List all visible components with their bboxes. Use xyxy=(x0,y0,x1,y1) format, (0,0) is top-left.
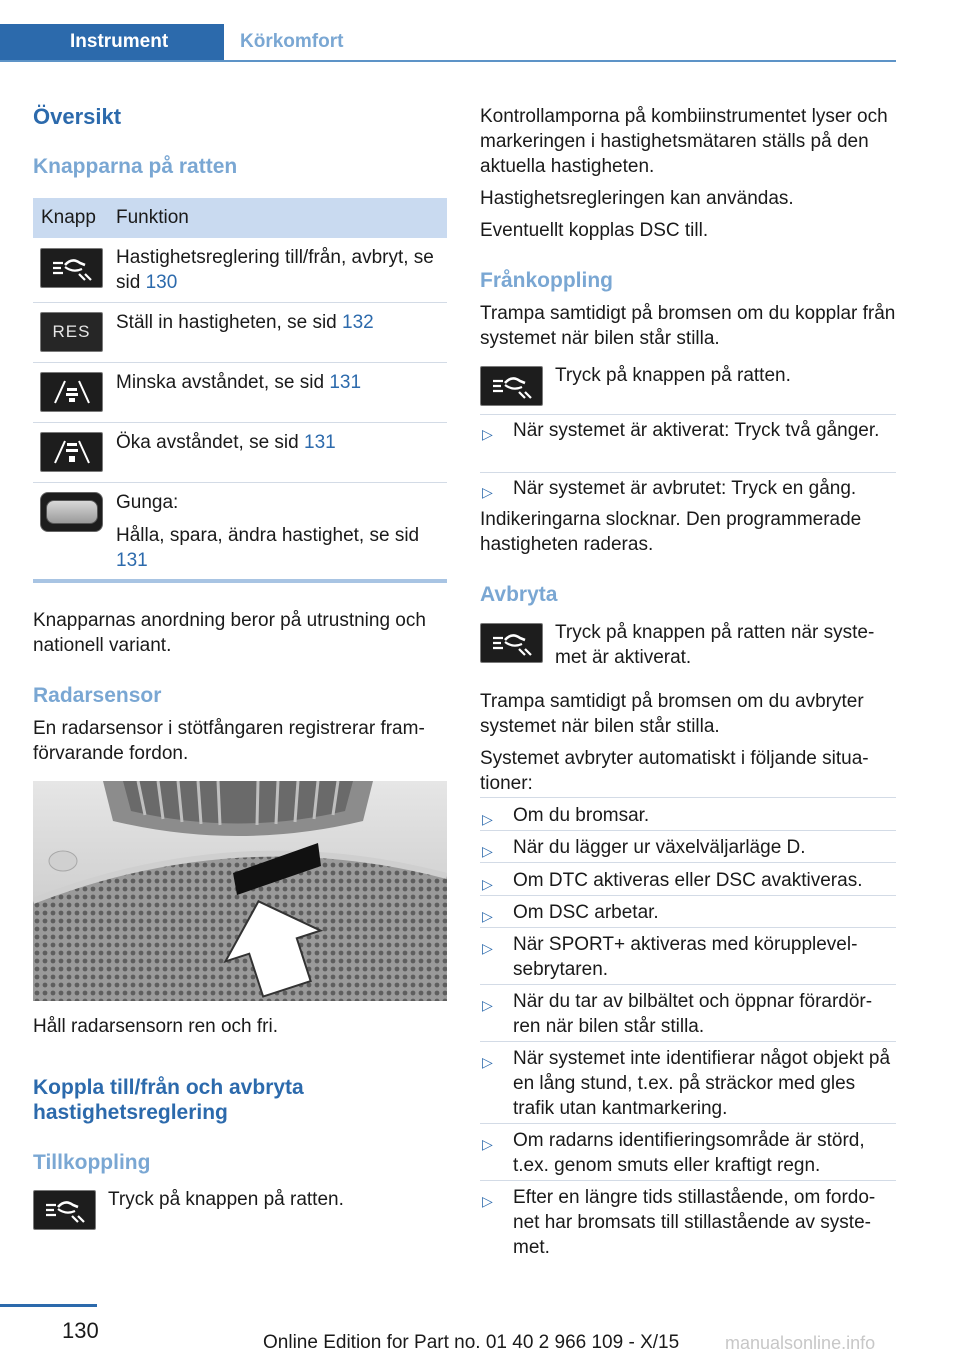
divider xyxy=(480,472,896,473)
table-row xyxy=(33,363,447,423)
tillkoppling-text: Tryck på knappen på ratten. xyxy=(108,1189,344,1210)
section-subtitle: Knapparna på ratten xyxy=(33,155,238,178)
page-link[interactable]: 131 xyxy=(116,550,148,571)
bullet-triangle-icon: ▷ xyxy=(482,426,493,442)
bullet-triangle-icon: ▷ xyxy=(482,1136,493,1152)
header-tabbar xyxy=(0,24,896,62)
row-text: Hastighetsreglering till/från, avbryt, se sid 130 xyxy=(116,247,434,293)
bullet-triangle-icon: ▷ xyxy=(482,1193,493,1209)
divider xyxy=(480,984,896,985)
page-title: Översikt xyxy=(33,104,122,129)
bullet-triangle-icon: ▷ xyxy=(482,997,493,1013)
table-row xyxy=(33,483,447,579)
bullet-triangle-icon: ▷ xyxy=(482,811,493,827)
photo-caption: Håll radarsensorn ren och fri. xyxy=(33,1016,278,1037)
divider xyxy=(480,1180,896,1181)
divider xyxy=(480,1123,896,1124)
row-text: Ställ in hastigheten, se sid 132 xyxy=(116,312,374,333)
footer-rule xyxy=(0,1304,97,1307)
bullet-triangle-icon: ▷ xyxy=(482,843,493,859)
bullet-triangle-icon: ▷ xyxy=(482,876,493,892)
res-icon: RES xyxy=(40,312,103,352)
divider xyxy=(480,830,896,831)
cruise-control-icon xyxy=(480,623,543,663)
dsc-paragraph: Eventuellt kopplas DSC till. xyxy=(480,220,709,241)
distance-increase-icon xyxy=(40,432,103,472)
bullet-triangle-icon: ▷ xyxy=(482,484,493,500)
tab-instrument[interactable]: Instrument xyxy=(0,24,224,60)
frankoppling-heading: Frånkoppling xyxy=(480,269,613,292)
page-number: 130 xyxy=(62,1318,99,1343)
table-header-function: Funktion xyxy=(116,207,189,228)
avbryta-heading: Avbryta xyxy=(480,583,558,606)
rocker-switch-icon xyxy=(40,492,103,532)
table-header xyxy=(33,198,447,238)
avbryta-paragraph-1: Trampa samtidigt på bromsen om du avbryter systemet när bilen står stilla. xyxy=(480,691,864,737)
page-link[interactable]: 130 xyxy=(145,272,178,293)
page-link[interactable]: 131 xyxy=(329,372,362,393)
list-item: ▷ När systemet är aktiverat: Tryck två gånger. xyxy=(480,418,896,470)
bullet-triangle-icon: ▷ xyxy=(482,908,493,924)
table-row xyxy=(33,423,447,483)
indicator-paragraph: Kontrollamporna på kombiinstrumentet lyser och markeringen i hastighetsmätaren ställs på den aktuella hastigheten. xyxy=(480,106,888,177)
buttons-table xyxy=(33,198,447,583)
row-text: Gunga: Hålla, spara, ändra hastighet, se sid 131 xyxy=(116,492,420,571)
list-item: ▷ När systemet är avbrutet: Tryck en gång. xyxy=(480,476,896,501)
divider xyxy=(480,797,896,798)
table-end-rule xyxy=(33,579,447,583)
cruise-control-icon xyxy=(480,366,543,406)
distance-decrease-icon xyxy=(40,372,103,412)
tillkoppling-heading: Tillkoppling xyxy=(33,1151,151,1174)
radar-heading: Radarsensor xyxy=(33,684,162,707)
cruise-control-icon xyxy=(33,1190,96,1230)
divider xyxy=(480,927,896,928)
tab-korkomfort[interactable]: Körkomfort xyxy=(240,31,344,52)
edition-info: Online Edition for Part no. 01 40 2 966 109 - X/15 xyxy=(263,1332,680,1353)
divider xyxy=(480,895,896,896)
avbryta-paragraph-2: Systemet avbryter automatiskt i följande situa-tioner: xyxy=(480,748,869,794)
radar-sensor-photo xyxy=(33,781,447,1001)
bullet-triangle-icon: ▷ xyxy=(482,940,493,956)
table-row xyxy=(33,303,447,363)
avbryta-action: Tryck på knappen på ratten när syste-met är aktiverat. xyxy=(555,622,875,668)
frankoppling-action: Tryck på knappen på ratten. xyxy=(555,365,791,386)
page-link[interactable]: 131 xyxy=(304,432,336,453)
usable-paragraph: Hastighetsregleringen kan användas. xyxy=(480,188,794,209)
control-heading: Koppla till/från och avbryta hastighetsreglering xyxy=(33,1076,304,1124)
divider xyxy=(480,1041,896,1042)
watermark: manualsonline.info xyxy=(725,1333,876,1353)
row-text: Minska avståndet, se sid 131 xyxy=(116,372,362,393)
arrangement-note: Knapparnas anordning beror på utrustning och nationell variant. xyxy=(33,610,426,656)
page-link[interactable]: 132 xyxy=(342,312,374,333)
table-row xyxy=(33,238,447,303)
frankoppling-text: Trampa samtidigt på bromsen om du kopplar från systemet när bilen står stilla. xyxy=(480,303,896,349)
divider xyxy=(480,862,896,863)
row-text: Öka avståndet, se sid 131 xyxy=(116,432,336,453)
table-header-button: Knapp xyxy=(41,207,96,228)
indicators-text: Indikeringarna slocknar. Den programmerade hastigheten raderas. xyxy=(480,509,862,555)
cruise-control-icon xyxy=(40,248,103,288)
divider xyxy=(480,414,896,415)
radar-text: En radarsensor i stötfångaren registrerar fram-förvarande fordon. xyxy=(33,718,425,764)
bullet-triangle-icon: ▷ xyxy=(482,1054,493,1070)
